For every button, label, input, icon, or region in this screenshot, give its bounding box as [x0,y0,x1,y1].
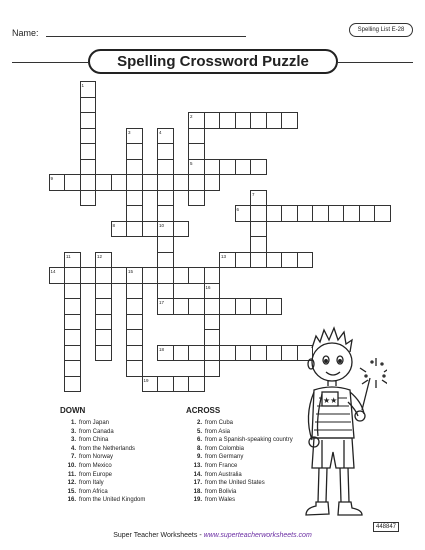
clue-text: from Germany [205,454,244,461]
crossword-cell[interactable] [204,314,221,331]
crossword-cell[interactable] [157,345,174,362]
clue-text: from China [79,437,109,444]
crossword-cell[interactable] [204,329,221,346]
crossword-cell[interactable] [95,298,112,315]
crossword-cell[interactable] [235,252,252,269]
crossword-cell[interactable] [188,376,205,393]
clue-number: 16 [205,284,211,290]
crossword-cell[interactable] [297,205,314,222]
clue-number: 15 [128,269,134,274]
crossword-cell[interactable] [126,174,143,191]
clue-num: 12. [67,480,76,487]
clue-number: 8 [112,222,116,228]
clue-text: from Mexico [79,462,112,469]
crossword-cell[interactable] [235,345,252,362]
crossword-cell[interactable] [126,159,143,176]
clue-num: 6. [196,437,202,444]
crossword-cell[interactable] [142,267,159,284]
clue-text: from Bolivia [205,488,237,495]
across-clue [186,462,293,471]
crossword-cell[interactable] [204,345,221,362]
crossword-cell[interactable] [250,298,267,315]
crossword-cell[interactable] [266,345,283,362]
clue-text: from Canada [79,428,114,435]
crossword-cell[interactable] [281,112,298,129]
across-clue [186,496,293,505]
crossword-cell[interactable] [328,205,345,222]
crossword-cell[interactable] [219,298,236,315]
crossword-cell[interactable] [173,345,190,362]
clue-text: from Australia [205,471,242,478]
crossword-cell[interactable] [250,190,267,207]
boy-illustration [292,318,387,528]
across-clue [186,488,293,497]
crossword-cell[interactable] [64,252,81,269]
crossword-cell[interactable] [281,252,298,269]
down-clues [60,406,145,505]
crossword-cell[interactable] [281,205,298,222]
clue-text: from Colombia [205,445,245,452]
crossword-cell[interactable] [204,283,221,300]
clue-num: 2. [196,420,202,426]
footer [0,532,425,539]
crossword-cell[interactable] [111,174,128,191]
crossword-cell[interactable] [95,267,112,284]
clue-text: from Japan [79,420,110,426]
down-clue [60,419,145,428]
down-clue [60,488,145,497]
clue-number: 13 [221,253,227,259]
down-clue [60,445,145,454]
clue-number: 1 [81,83,85,88]
crossword-cell[interactable] [142,221,159,238]
crossword-cell[interactable] [235,159,252,176]
crossword-cell[interactable] [80,128,97,145]
crossword-cell[interactable] [250,252,267,269]
crossword-cell[interactable] [95,283,112,300]
crossword-cell[interactable] [157,236,174,253]
footer-brand: Super Teacher Worksheets [113,532,198,539]
crossword-cell[interactable] [111,221,128,238]
clue-number: 14 [50,269,56,274]
crossword-cell[interactable] [80,267,97,284]
down-clue [60,496,145,505]
crossword-cell[interactable] [142,376,159,393]
crossword-cell[interactable] [173,298,190,315]
across-clue [186,453,293,462]
clue-num: 15. [67,488,76,495]
crossword-cell[interactable] [235,112,252,129]
crossword-cell[interactable] [235,298,252,315]
clue-number: 17 [159,300,165,305]
crossword-cell[interactable] [266,298,283,315]
crossword-cell[interactable] [312,205,329,222]
crossword-cell[interactable] [126,190,143,207]
clue-num: 17. [193,480,202,487]
clue-text: from Italy [79,480,104,487]
crossword-cell[interactable] [188,159,205,176]
across-clue [186,445,293,454]
sparkler-icon [360,358,387,410]
crossword-cell[interactable] [95,252,112,269]
crossword-cell[interactable] [157,283,174,300]
crossword-cell[interactable] [49,267,66,284]
clue-text: from Wales [205,497,236,504]
clue-number: 12 [97,253,103,259]
clue-text: from Norway [79,454,114,461]
crossword-cell[interactable] [204,267,221,284]
clue-num: 8. [196,445,202,452]
crossword-cell[interactable] [64,376,81,393]
crossword-cell[interactable] [157,205,174,222]
crossword-cell[interactable] [126,128,143,145]
clue-text: from Europe [79,471,113,478]
clue-num: 19. [193,497,202,504]
clue-num: 5. [196,428,202,435]
crossword-cell[interactable] [188,174,205,191]
crossword-cell[interactable] [188,143,205,160]
crossword-cell[interactable] [157,190,174,207]
clue-num: 10. [67,462,76,469]
crossword-cell[interactable] [250,221,267,238]
crossword-cell[interactable] [219,112,236,129]
clue-number: 6 [236,207,240,212]
clue-text: from Cuba [205,420,234,426]
crossword-cell[interactable] [126,329,143,346]
crossword-cell[interactable] [250,159,267,176]
crossword-cell[interactable] [297,252,314,269]
crossword-cell[interactable] [173,174,190,191]
spelling-list-badge: Spelling List E-28 [349,23,413,37]
crossword-cell[interactable] [126,345,143,362]
crossword-cell[interactable] [126,143,143,160]
across-clue [186,479,293,488]
across-clue [186,419,293,428]
crossword-cell[interactable] [188,298,205,315]
crossword-cell[interactable] [157,159,174,176]
clue-text: from the United Kingdom [79,497,146,504]
crossword-cell[interactable] [157,252,174,269]
clue-number: 10 [159,222,165,228]
crossword-cell[interactable] [80,112,97,129]
crossword-cell[interactable] [126,283,143,300]
crossword-cell[interactable] [95,329,112,346]
across-clue [186,436,293,445]
across-clue [186,428,293,437]
clue-number: 18 [159,346,165,352]
crossword-cell[interactable] [266,205,283,222]
crossword-cell[interactable] [64,298,81,315]
crossword-cell[interactable] [80,81,97,98]
crossword-cell[interactable] [204,174,221,191]
clue-num: 7. [70,454,76,461]
crossword-cell[interactable] [157,267,174,284]
crossword-cell[interactable] [64,314,81,331]
crossword-cell[interactable] [80,143,97,160]
down-clue [60,479,145,488]
clue-number: 7 [252,191,255,197]
crossword-cell[interactable] [126,221,143,238]
down-clue [60,453,145,462]
crossword-cell[interactable] [157,174,174,191]
crossword-cell[interactable] [250,236,267,253]
crossword-cell[interactable] [111,267,128,284]
crossword-cell[interactable] [266,112,283,129]
clue-num: 1. [70,420,76,426]
crossword-cell[interactable] [64,360,81,377]
clue-num: 9. [196,454,202,461]
clue-text: from France [205,462,238,469]
crossword-cell[interactable] [374,205,391,222]
crossword-cell[interactable] [95,174,112,191]
across-heading: ACROSS [186,406,221,415]
clue-num: 14. [193,471,202,478]
crossword-cell[interactable] [64,267,81,284]
crossword-cell[interactable] [64,174,81,191]
crossword-cell[interactable] [126,267,143,284]
crossword-cell[interactable] [173,221,190,238]
crossword-cell[interactable] [80,174,97,191]
clue-num: 11. [67,471,76,478]
crossword-cell[interactable] [219,159,236,176]
clue-number: 9 [50,176,54,181]
clue-num: 3. [70,428,76,435]
clue-number: 11 [66,253,71,259]
across-clues [186,406,293,505]
crossword-cell[interactable] [126,360,143,377]
crossword-cell[interactable] [126,205,143,222]
down-clue [60,428,145,437]
crossword-cell[interactable] [126,314,143,331]
crossword-cell[interactable] [204,360,221,377]
crossword-cell[interactable] [126,298,143,315]
crossword-cell[interactable] [157,221,174,238]
crossword-cell[interactable] [142,174,159,191]
clue-text: from Asia [205,428,231,435]
crossword-cell[interactable] [173,376,190,393]
crossword-cell[interactable] [250,345,267,362]
crossword-cell[interactable] [343,205,360,222]
clue-num: 4. [70,445,76,452]
crossword-cell[interactable] [157,143,174,160]
across-clue [186,471,293,480]
clue-num: 16. [67,497,76,504]
crossword-cell[interactable] [204,298,221,315]
crossword-cell[interactable] [219,252,236,269]
crossword-cell[interactable] [188,267,205,284]
crossword-cell[interactable] [266,252,283,269]
crossword-cell[interactable] [64,345,81,362]
clue-number: 19 [143,377,149,383]
footer-separator: - [197,532,204,539]
crossword-cell[interactable] [359,205,376,222]
crossword-cell[interactable] [95,314,112,331]
crossword-cell[interactable] [157,298,174,315]
crossword-cell[interactable] [188,112,205,129]
down-clue [60,436,145,445]
crossword-cell[interactable] [173,267,190,284]
crossword-cell[interactable] [219,345,236,362]
crossword-cell[interactable] [80,190,97,207]
clue-num: 18. [193,488,202,495]
clue-text: from a Spanish-speaking country [205,437,293,444]
clue-num: 3. [70,437,76,444]
clue-text: from the United States [205,480,265,487]
crossword-cell[interactable] [188,190,205,207]
clue-number: 5 [190,160,193,166]
crossword-cell[interactable] [49,174,66,191]
crossword-cell[interactable] [235,205,252,222]
clue-text: from Africa [79,488,108,495]
crossword-cell[interactable] [188,345,205,362]
page-title: Spelling Crossword Puzzle [88,49,338,74]
svg-text:★★: ★★ [323,396,338,405]
crossword-cell[interactable] [204,112,221,129]
crossword-cell[interactable] [64,329,81,346]
clue-number: 3 [128,129,131,135]
crossword-cell[interactable] [64,283,81,300]
crossword-cell[interactable] [157,128,174,145]
footer-link[interactable]: www.superteacherworksheets.com [203,532,312,539]
clue-num: 13. [193,462,202,469]
worksheet-code: 448847 [373,522,399,532]
clue-number: 4 [159,129,162,135]
crossword-cell[interactable] [204,159,221,176]
crossword-cell[interactable] [250,112,267,129]
crossword-cell[interactable] [80,97,97,114]
clue-number: 2 [190,114,193,119]
crossword-cell[interactable] [188,128,205,145]
clue-text: from the Netherlands [79,445,136,452]
crossword-cell[interactable] [80,159,97,176]
down-clue [60,471,145,480]
down-heading: DOWN [60,406,86,415]
crossword-cell[interactable] [250,205,267,222]
name-label: Name: [12,28,39,38]
down-clue [60,462,145,471]
crossword-cell[interactable] [157,376,174,393]
crossword-cell[interactable] [95,345,112,362]
